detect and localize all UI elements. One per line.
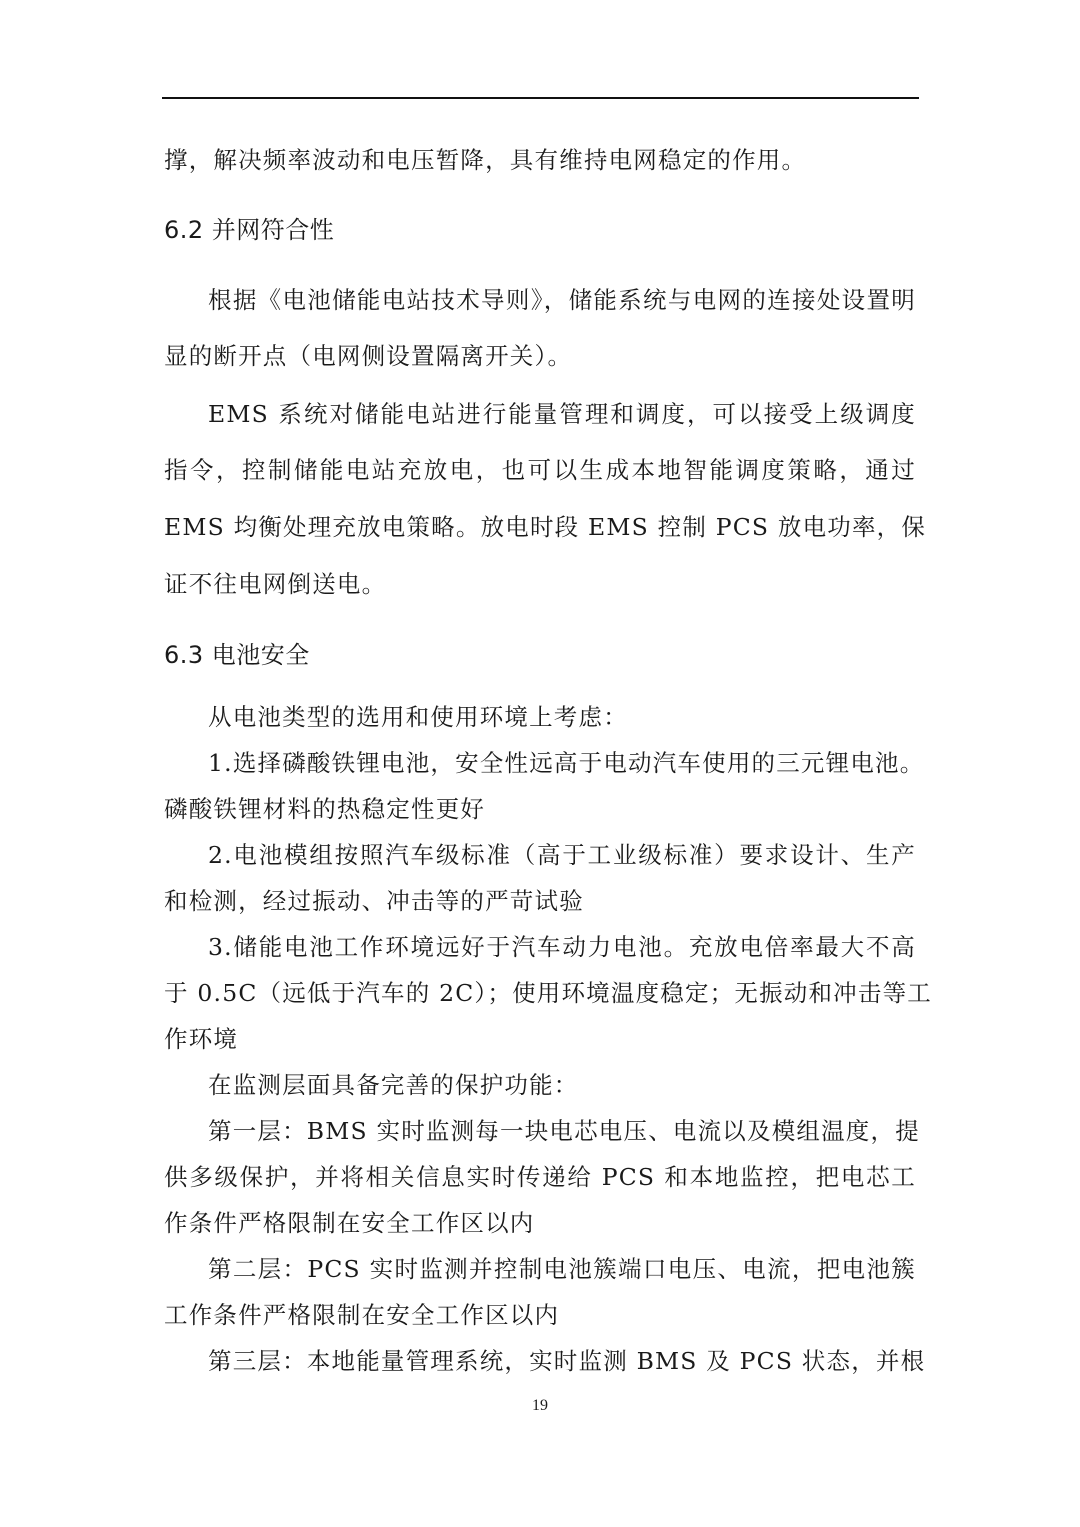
paragraph-line: 于 0.5C（远低于汽车的 2C）；使用环境温度稳定；无振动和冲击等工 <box>164 979 932 1007</box>
paragraph-line: EMS 系统对储能电站进行能量管理和调度，可以接受上级调度 <box>208 400 916 428</box>
paragraph-line: 在监测层面具备完善的保护功能： <box>208 1071 579 1099</box>
paragraph-line: 根据《电池储能电站技术导则》，储能系统与电网的连接处设置明 <box>208 286 916 314</box>
paragraph-line: 工作条件严格限制在安全工作区以内 <box>164 1301 560 1329</box>
paragraph-line: 从电池类型的选用和使用环境上考虑： <box>208 703 628 731</box>
paragraph-line: 3.储能电池工作环境远好于汽车动力电池。充放电倍率最大不高 <box>208 933 916 961</box>
paragraph-line: 磷酸铁锂材料的热稳定性更好 <box>164 795 486 823</box>
paragraph-line: 和检测，经过振动、冲击等的严苛试验 <box>164 887 584 915</box>
paragraph-line: 指令，控制储能电站充放电，也可以生成本地智能调度策略，通过 <box>164 456 916 484</box>
paragraph-line: 第三层：本地能量管理系统，实时监测 BMS 及 PCS 状态，并根 <box>208 1347 926 1375</box>
paragraph-line: 第一层：BMS 实时监测每一块电芯电压、电流以及模组温度，提 <box>208 1117 920 1145</box>
paragraph-line: 1.选择磷酸铁锂电池，安全性远高于电动汽车使用的三元锂电池。 <box>208 749 925 777</box>
paragraph-line: 作环境 <box>164 1025 239 1053</box>
paragraph-line: 供多级保护，并将相关信息实时传递给 PCS 和本地监控，把电芯工 <box>164 1163 916 1191</box>
header-rule <box>162 97 919 99</box>
paragraph-line: 撑，解决频率波动和电压暂降，具有维持电网稳定的作用。 <box>164 146 807 174</box>
paragraph-line: 第二层：PCS 实时监测并控制电池簇端口电压、电流，把电池簇 <box>208 1255 916 1283</box>
paragraph-line: EMS 均衡处理充放电策略。放电时段 EMS 控制 PCS 放电功率，保 <box>164 513 927 541</box>
page-number: 19 <box>532 1397 548 1414</box>
paragraph-line: 2.电池模组按照汽车级标准（高于工业级标准）要求设计、生产 <box>208 841 916 869</box>
paragraph-line: 证不往电网倒送电。 <box>164 570 387 598</box>
section-heading-6-3: 6.3 电池安全 <box>164 641 310 669</box>
section-heading-6-2: 6.2 并网符合性 <box>164 216 335 244</box>
paragraph-line: 显的断开点（电网侧设置隔离开关）。 <box>164 342 573 370</box>
paragraph-line: 作条件严格限制在安全工作区以内 <box>164 1209 535 1237</box>
